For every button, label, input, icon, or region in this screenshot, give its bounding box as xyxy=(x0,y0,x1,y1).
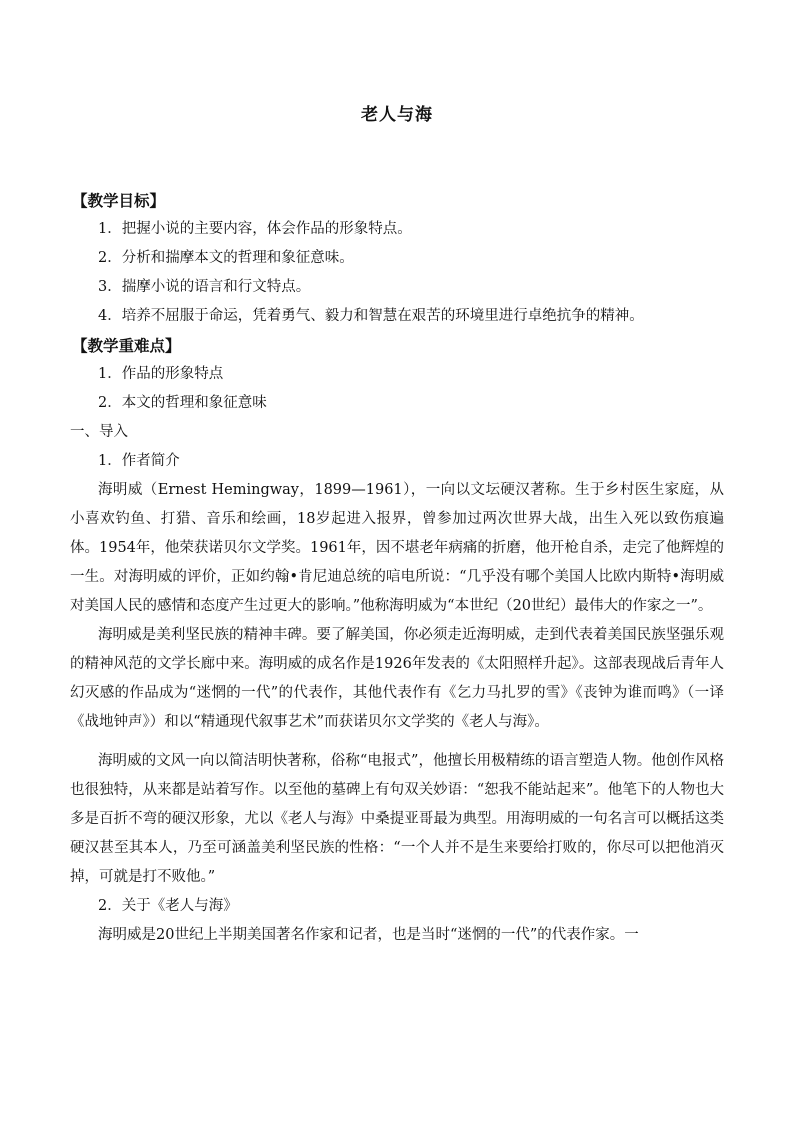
document-body xyxy=(70,186,724,950)
subsection-about-book: 2．关于《老人与海》 xyxy=(98,898,238,914)
section-heading-intro: 一、导入 xyxy=(70,424,128,440)
key-points-heading: 【教学重难点】 xyxy=(72,336,181,355)
subsection-author-intro: 1．作者简介 xyxy=(98,453,180,469)
book-paragraph-1: 海明威是20世纪上半期美国著名作家和记者，也是当时“迷惘的一代”的代表作家。一 xyxy=(98,927,639,943)
document-title: 老人与海 xyxy=(361,105,433,125)
key-point-item: 2．本文的哲理和象征意味 xyxy=(98,395,267,411)
objective-item: 1．把握小说的主要内容，体会作品的形象特点。 xyxy=(98,221,412,237)
author-paragraph-2: 海明威是美利坚民族的精神丰碑。要了解美国，你必须走近海明威，走到代表着美国民族坚强乐观的精神风范的文学长廊中来。海明威的成名作是1926年发表的《太阳照样升起》。这部表现战后青年人幻灭感的作品成为“迷惘的一代”的代表作，其他代表作有《乞力马扎罗的雪》《丧钟为谁而鸣》（一译《战地钟声》）和以“精通现代叙事艺术”而获诺贝尔文学奖的《老人与海》。 xyxy=(70,627,724,730)
objectives-heading: 【教学目标】 xyxy=(72,191,166,210)
objective-item: 2．分析和揣摩本文的哲理和象征意味。 xyxy=(98,250,354,266)
objective-item: 3．揣摩小说的语言和行文特点。 xyxy=(98,279,311,295)
key-point-item: 1．作品的形象特点 xyxy=(98,366,224,382)
objective-item: 4．培养不屈服于命运，凭着勇气、毅力和智慧在艰苦的环境里进行卓绝抗争的精神。 xyxy=(98,308,644,324)
author-paragraph-3: 海明威的文风一向以简洁明快著称，俗称“电报式”，他擅长用极精练的语言塑造人物。他创作风格也很独特，从来都是站着写作。以至他的墓碑上有句双关妙语：“恕我不能站起来”。他笔下的人物也大多是百折不弯的硬汉形象，尤以《老人与海》中桑提亚哥最为典型。用海明威的一句名言可以概括这类硬汉甚至其本人，乃至可涵盖美利坚民族的性格：“一个人并不是生来要给打败的，你尽可以把他消灭掉，可就是打不败他。” xyxy=(70,753,724,885)
author-paragraph-1: 海明威（Ernest Hemingway，1899—1961），一向以文坛硬汉著称。生于乡村医生家庭，从小喜欢钓鱼、打猎、音乐和绘画，18岁起进入报界，曾参加过两次世界大战，出生入死以致伤痕遍体。1954年，他荣获诺贝尔文学奖。1961年，因不堪老年病痛的折磨，他开枪自杀，走完了他辉煌的一生。对海明威的评价，正如约翰•肯尼迪总统的唁电所说：“几乎没有哪个美国人比欧内斯特•海明威对美国人民的感情和态度产生过更大的影响。”他称海明威为“本世纪（20世纪）最伟大的作家之一”。 xyxy=(70,482,724,614)
